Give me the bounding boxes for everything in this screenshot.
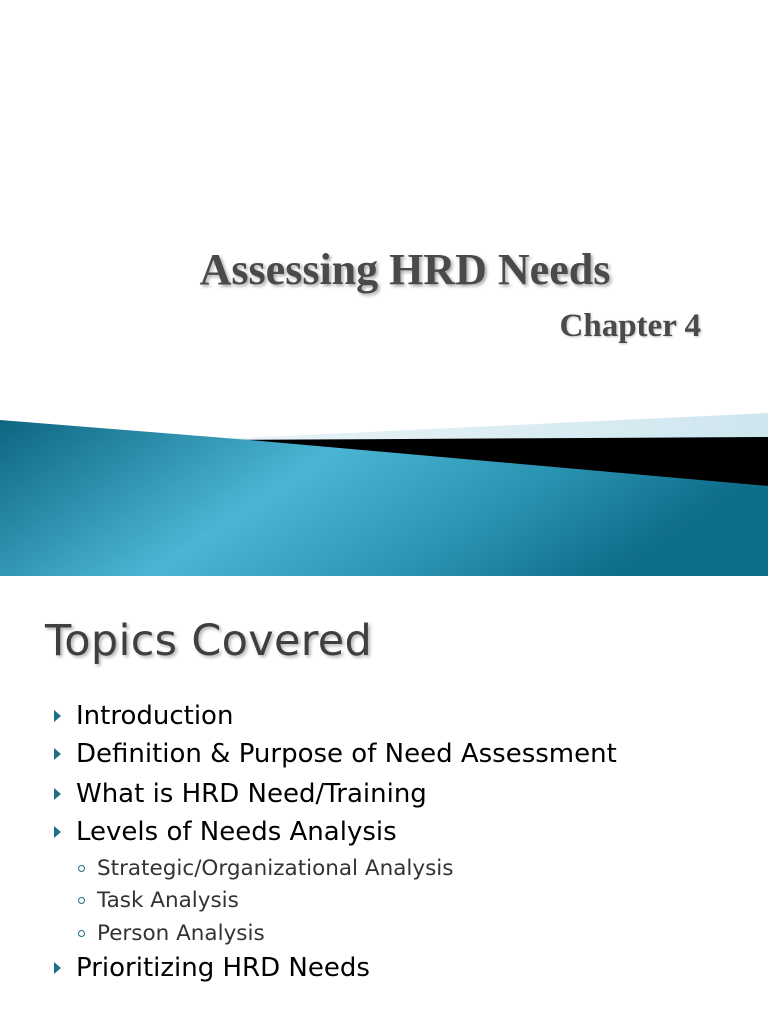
list-item (54, 817, 397, 847)
list-item (54, 779, 427, 809)
sub-list-item (78, 921, 265, 946)
triangle-bullet-icon (54, 710, 61, 722)
list-item (54, 739, 617, 769)
slide-title: Assessing HRD Needs (199, 245, 611, 294)
list-item-text: What is HRD Need/Training (76, 779, 427, 809)
list-item-text: Levels of Needs Analysis (76, 817, 397, 847)
triangle-bullet-icon (54, 788, 61, 800)
circle-bullet-icon (78, 930, 85, 937)
sub-list-item (78, 888, 239, 913)
list-item-text: Strategic/Organizational Analysis (97, 856, 454, 881)
list-item-text: Prioritizing HRD Needs (76, 953, 370, 983)
sub-list-item (78, 856, 453, 881)
list-item (54, 701, 233, 731)
circle-bullet-icon (78, 897, 85, 904)
list-item-text: Definition & Purpose of Need Assessment (76, 739, 617, 769)
triangle-bullet-icon (54, 962, 61, 974)
list-item-text: Person Analysis (97, 921, 265, 946)
triangle-bullet-icon (54, 826, 61, 838)
list-item-text: Task Analysis (97, 888, 239, 913)
topics-slide (0, 576, 768, 1024)
triangle-bullet-icon (54, 748, 61, 760)
slide-subtitle: Chapter 4 (559, 308, 701, 344)
list-item (54, 953, 370, 983)
circle-bullet-icon (78, 865, 85, 872)
topics-heading: Topics Covered (45, 616, 373, 666)
light-band-shape (200, 413, 768, 440)
list-item-text: Introduction (76, 701, 234, 731)
